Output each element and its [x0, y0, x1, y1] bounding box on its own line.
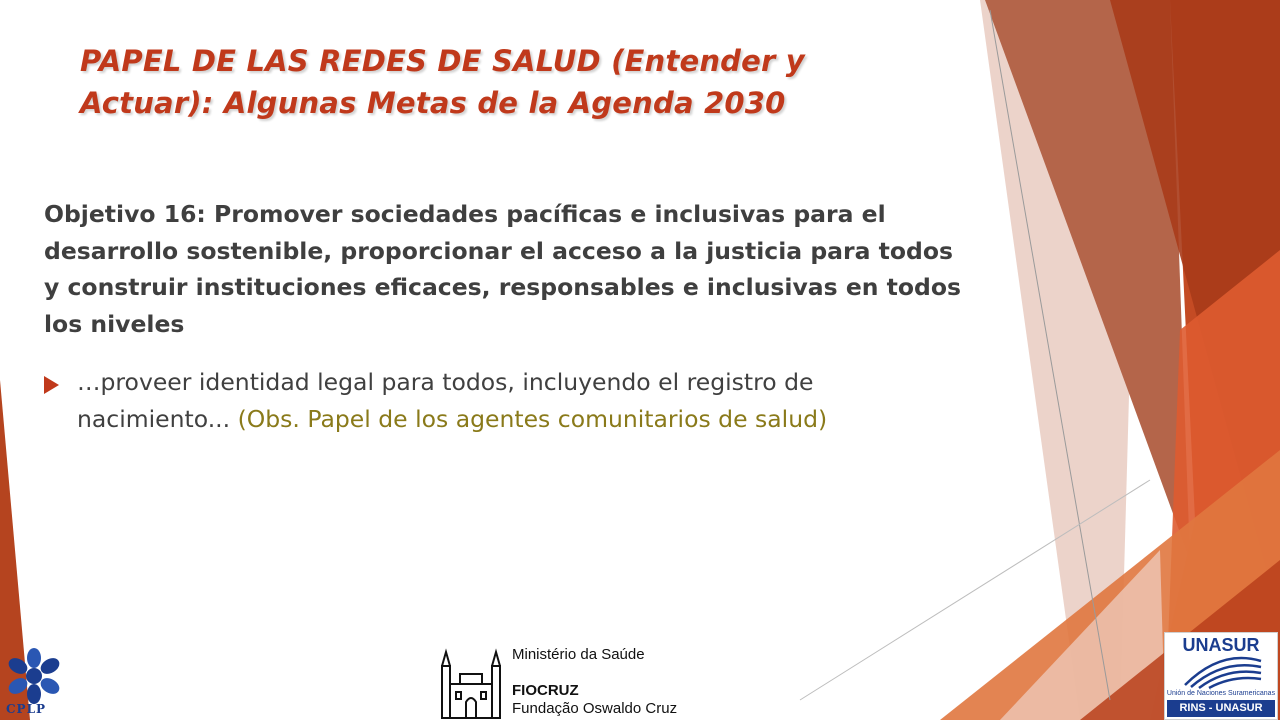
unasur-logo: [1164, 632, 1278, 720]
objective-text: Objetivo 16: Promover sociedades pacíficas e inclusivas para el desarrollo sostenible, proporcionar el acceso a la justicia para todos y construir instituciones eficaces, responsables e inclusivas en todos los niveles: [44, 200, 962, 338]
fiocruz-full-name: Fundação Oswaldo Cruz: [512, 700, 678, 717]
unasur-rins-label: RINS - UNASUR: [1167, 700, 1275, 717]
cplp-label: CPLP: [6, 702, 47, 716]
fiocruz-castle-icon: [436, 640, 506, 720]
triangle-bullet-icon: [44, 376, 59, 394]
fiocruz-name: FIOCRUZ: [512, 682, 579, 699]
fiocruz-logo: [434, 640, 679, 720]
bullet-main-text: …proveer identidad legal para todos, incluyendo el registro de nacimiento...: [77, 368, 814, 433]
unasur-name: UNASUR: [1182, 635, 1260, 655]
bullet-item: [44, 364, 964, 437]
bullet-text: [77, 364, 957, 437]
title-line-2: Actuar): Algunas Metas de la Agenda 2030: [80, 86, 786, 120]
unasur-swirl-icon: [1165, 655, 1277, 689]
title-line-1: PAPEL DE LAS REDES DE SALUD (Entender y: [80, 44, 805, 78]
slide-title: [80, 40, 880, 124]
fiocruz-ministry: Ministério da Saúde: [512, 646, 645, 663]
unasur-subtitle: Unión de Naciones Suramericanas: [1166, 690, 1276, 697]
bullet-observation: (Obs. Papel de los agentes comunitarios de salud): [237, 404, 828, 433]
